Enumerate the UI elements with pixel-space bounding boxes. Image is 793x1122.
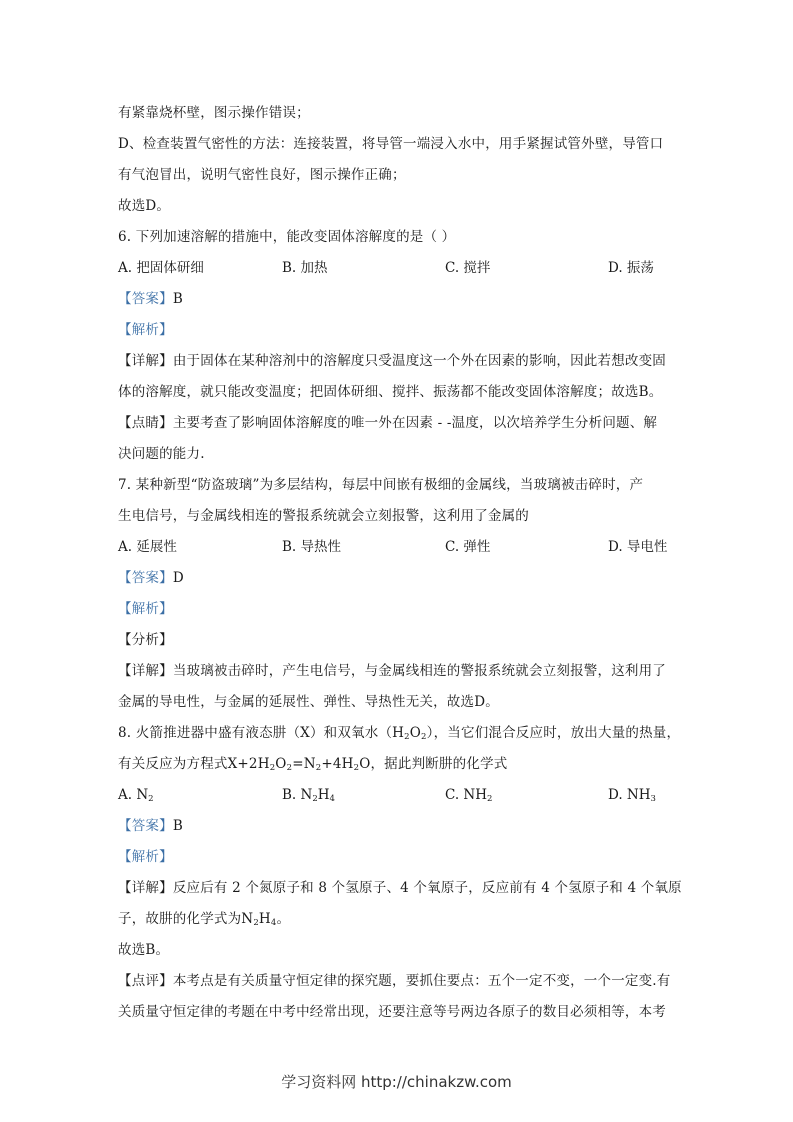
answer-tag: 【答案】 [118, 818, 173, 834]
text-line: 故选D。 [118, 198, 171, 214]
option-c: C. $NH_2$ [445, 787, 493, 804]
text-line: 有紧靠烧杯壁，图示操作错误； [118, 105, 310, 121]
answer-line [118, 569, 184, 587]
detail-tag: 【详解】 [118, 663, 173, 679]
answer-value: B [172, 818, 183, 834]
option-c: C. 弹性 [445, 539, 491, 555]
answer-line [118, 817, 183, 835]
option-b: B. $N_2H_4$ [282, 787, 335, 804]
option-d: D. 振荡 [608, 260, 654, 276]
detail-line: 子，故肼的化学式为$N_2H_4$。 [118, 911, 291, 928]
analysis-heading: 【解析】 [118, 322, 173, 338]
comment-line: 【点睛】主要考查了影响固体溶解度的唯一外在因素 - -温度，以次培养学生分析问题、解 [118, 415, 658, 431]
answer-value: D [172, 570, 184, 586]
detail-line: 【详解】当玻璃被击碎时，产生电信号，与金属线相连的警报系统就会立刻报警，这利用了 [118, 663, 667, 679]
detail-tag: 【详解】 [118, 353, 173, 369]
option-b: B. 加热 [282, 260, 328, 276]
option-a: A. 延展性 [118, 539, 177, 555]
detail-line: 【详解】反应后有 2 个氮原子和 8 个氢原子、4 个氧原子，反应前有 4 个氢原子和 4 个氧原 [118, 880, 682, 896]
footer-watermark: 学习资料网 http://chinakzw.com [281, 1073, 512, 1091]
option-c: C. 搅拌 [445, 260, 491, 276]
option-d: D. 导电性 [608, 539, 668, 555]
detail-tag: 【详解】 [118, 880, 173, 896]
answer-tag: 【答案】 [118, 291, 173, 307]
fenxi-heading: 【分析】 [118, 632, 173, 648]
option-d: D. $NH_3$ [608, 787, 656, 804]
question-6-stem: 6. 下列加速溶解的措施中，能改变固体溶解度的是（ ） [118, 229, 456, 245]
question-7-stem: 生电信号，与金属线相连的警报系统就会立刻报警，这利用了金属的 [118, 508, 529, 524]
answer-line [118, 290, 183, 308]
question-7-stem: 7. 某种新型“防盗玻璃”为多层结构，每层中间嵌有极细的金属线，当玻璃被击碎时，产 [118, 477, 644, 493]
comment-line: 【点评】本考点是有关质量守恒定律的探究题，要抓住要点：五个一定不变，一个一定变.有 [118, 973, 671, 989]
comment-tag: 【点睛】 [118, 415, 173, 431]
detail-line: 金属的导电性，与金属的延展性、弹性、导热性无关，故选D。 [118, 694, 499, 710]
comment-tag: 【点评】 [118, 973, 173, 989]
analysis-heading: 【解析】 [118, 601, 173, 617]
detail-line: 【详解】由于固体在某种溶剂中的溶解度只受温度这一个外在因素的影响，因此若想改变固 [118, 353, 667, 369]
option-b: B. 导热性 [282, 539, 342, 555]
analysis-heading: 【解析】 [118, 849, 173, 865]
conclusion-line: 故选B。 [118, 942, 170, 958]
answer-tag: 【答案】 [118, 570, 173, 586]
option-a: A. 把固体研细 [118, 260, 204, 276]
text-line: D、检查装置气密性的方法：连接装置，将导管一端浸入水中，用手紧握试管外壁，导管口 [118, 136, 664, 152]
text-line: 有气泡冒出，说明气密性良好，图示操作正确； [118, 167, 406, 183]
question-8-stem: 8. 火箭推进器中盛有液态肼（X）和双氧水$(H_2O_2)$，当它们混合反应时，放出大量的热量， [118, 725, 681, 742]
comment-line: 关质量守恒定律的考题在中考中经常出现，还要注意等号两边各原子的数目必须相等，本考 [118, 1004, 666, 1020]
detail-line: 体的溶解度，就只能改变温度；把固体研细、搅拌、振荡都不能改变固体溶解度；故选B。 [118, 384, 663, 400]
answer-value: B [172, 291, 183, 307]
comment-line: 决问题的能力. [118, 446, 205, 462]
option-a: A. $N_2$ [118, 787, 154, 804]
question-8-equation: 有关反应为方程式$X+2H_2O_2=N_2+4H_2O$，据此判断肼的化学式 [118, 756, 508, 773]
